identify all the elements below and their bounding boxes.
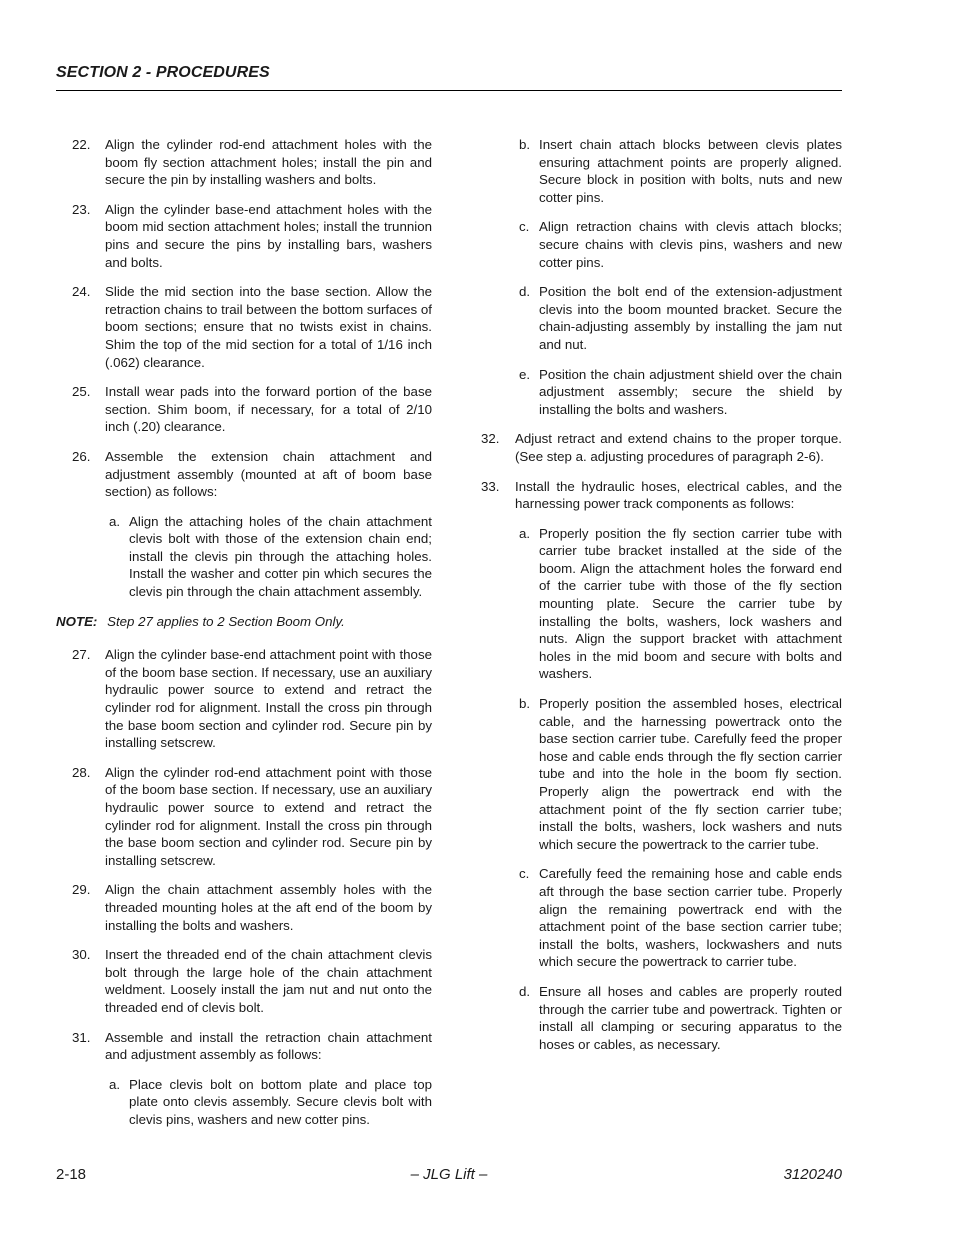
- left-column: [56, 136, 432, 1141]
- step-number: 24.: [72, 284, 91, 300]
- substep-31c: [480, 218, 842, 271]
- step-text: Align the cylinder rod-end attachment holes with the boom fly section attachment holes; install the pin and secure the pin by installing washers and bolts.: [105, 137, 432, 188]
- step-text: Assemble and install the retraction chain attachment and adjustment assembly as follows:: [105, 1029, 432, 1063]
- step-number: 26.: [72, 448, 91, 464]
- step-text: Align the cylinder rod-end attachment point with those of the boom base section. If necessary, use an auxiliary hydraulic power source to extend and retract the cylinder rod for alignment. Install the cross pin through the base boom section and cylinder rod. Secure pin by installing setscrew.: [105, 764, 432, 868]
- substep-31e: [480, 366, 842, 419]
- substep-letter: c.: [519, 866, 530, 882]
- substep-text: Carefully feed the remaining hose and cable ends aft through the base section carrier tube. Properly align the remaining powertrack end with the attachment point of the base section carrier tube; install the bolts, washers, lockwashers and nuts which secure the powertrack to carrier tube.: [539, 866, 842, 970]
- substep-33c: [480, 865, 842, 971]
- step-number: 25.: [72, 384, 91, 400]
- substep-letter: a.: [109, 1076, 121, 1092]
- step-number: 29.: [72, 882, 91, 898]
- substep-letter: a.: [109, 513, 121, 529]
- step-text: Slide the mid section into the base section. Allow the retraction chains to trail between the bottom surfaces of boom sections; ensure that no twists exist in chains. Shim the top of the mid section for a total of 1/16 inch (.062) clearance.: [105, 284, 432, 370]
- step-number: 31.: [72, 1029, 91, 1045]
- step-number: 22.: [72, 137, 91, 152]
- step-24: [56, 283, 432, 371]
- section-title: SECTION 2 - PROCEDURES: [56, 64, 270, 81]
- document-number: 3120240: [783, 1166, 842, 1183]
- step-number: 23.: [72, 201, 91, 217]
- step-31: [56, 1029, 432, 1064]
- step-text: Align the cylinder base-end attachment holes with the boom mid section attachment holes; install the trunnion pins and secure the pins by installing bars, washers and bolts.: [105, 201, 432, 270]
- step-26: [56, 448, 432, 501]
- step-text: Insert the threaded end of the chain attachment clevis bolt through the large hole of the chain attachment weldment. Loosely install the jam nut and nut onto the threaded end of clevis bolt.: [105, 947, 432, 1015]
- page-footer: [56, 1166, 842, 1188]
- substep-26a: [56, 513, 432, 601]
- substep-31a: [56, 1076, 432, 1129]
- substep-letter: a.: [519, 525, 531, 541]
- step-23: [56, 201, 432, 271]
- substep-33a: [480, 525, 842, 683]
- substep-text: Position the bolt end of the extension-adjustment clevis into the boom mounted bracket. Secure the chain-adjusting assembly by installing the jam nut and nut.: [539, 284, 842, 352]
- step-text: Install the hydraulic hoses, electrical cables, and the harnessing power track components as follows:: [515, 478, 842, 512]
- step-28: [56, 764, 432, 870]
- substep-letter: d.: [519, 284, 531, 300]
- step-25: [56, 383, 432, 436]
- substep-text: Properly position the fly section carrier tube with carrier tube bracket installed at the side of the boom. Align the attachment holes the forward end of the carrier tube with those of the fly section mounting plate. Secure the carrier tube by installing the bolts, washers, lock washers and nuts. Align the support bracket with attachment holes in the mid boom and secure with bolts and washers.: [539, 525, 842, 682]
- right-column: [480, 136, 842, 1065]
- step-number: 32.: [481, 431, 500, 447]
- step-22: [56, 136, 432, 189]
- step-text: Install wear pads into the forward portion of the base section. Shim boom, if necessary, for a total of 2/10 inch (.20) clearance.: [105, 384, 432, 435]
- step-30: [56, 946, 432, 1016]
- substep-text: Place clevis bolt on bottom plate and place top plate onto clevis assembly. Secure clevis bolt with clevis pins, washers and new cotter pins.: [129, 1076, 432, 1127]
- substep-33d: [480, 983, 842, 1053]
- substep-text: Align the attaching holes of the chain attachment clevis bolt with those of the extension chain end; install the clevis pin through the attaching holes. Install the washer and cotter pin which secures the clevis pin through the chain attachment assembly.: [129, 513, 432, 600]
- step-number: 30.: [72, 947, 91, 963]
- step-27: [56, 646, 432, 752]
- substep-31d: [480, 283, 842, 353]
- substep-text: Ensure all hoses and cables are properly routed through the carrier tube and powertrack. Tighten or install all clamping or securing apparatus to the hoses or cables, as necessary.: [539, 983, 842, 1052]
- substep-text: Position the chain adjustment shield over the chain adjustment assembly; secure the shield by installing the bolts and washers.: [539, 366, 842, 417]
- note-text: Step 27 applies to 2 Section Boom Only.: [107, 613, 345, 629]
- substep-letter: c.: [519, 219, 530, 235]
- page-header: [56, 64, 842, 91]
- substep-33b: [480, 695, 842, 853]
- step-number: 27.: [72, 647, 91, 663]
- step-32: [480, 430, 842, 465]
- footer-publisher: – JLG Lift –: [410, 1166, 488, 1183]
- page-number: 2-18: [56, 1166, 87, 1183]
- substep-text: Properly position the assembled hoses, electrical cable, and the harnessing powertrack onto the base section carrier tube. Carefully feed the proper hose and cable ends through the fly section carrier tube and into the hole in the boom fly section. Properly align the powertrack end with the attachment point of the fly section carrier tube; install the bolts, washers, lock washers and nuts which secure the powertrack to the carrier tube.: [539, 696, 842, 852]
- note: [56, 613, 432, 631]
- step-number: 28.: [72, 764, 91, 780]
- substep-31b: [480, 136, 842, 206]
- step-33: [480, 478, 842, 513]
- substep-letter: e.: [519, 366, 531, 382]
- step-29: [56, 881, 432, 934]
- substep-letter: b.: [519, 696, 531, 712]
- substep-text: Insert chain attach blocks between clevis plates ensuring attachment points are properly aligned. Secure block in position with bolts, nuts and new cotter pins.: [539, 137, 842, 205]
- note-label: NOTE:: [56, 613, 98, 629]
- step-text: Align the chain attachment assembly holes with the threaded mounting holes at the aft end of the boom by installing the bolts and washers.: [105, 882, 432, 933]
- step-number: 33.: [481, 478, 500, 494]
- step-text: Assemble the extension chain attachment and adjustment assembly (mounted at aft of boom base section) as follows:: [105, 448, 432, 500]
- substep-text: Align retraction chains with clevis attach blocks; secure chains with clevis pins, washers and new cotter pins.: [539, 219, 842, 270]
- step-text: Adjust retract and extend chains to the proper torque. (See step a. adjusting procedures of paragraph 2-6).: [515, 431, 842, 464]
- step-text: Align the cylinder base-end attachment point with those of the boom base section. If necessary, use an auxiliary hydraulic power source to extend and retract the cylinder rod for alignment. Install the cross pin through the base boom section and cylinder rod. Secure pin by installing setscrew.: [105, 647, 432, 751]
- substep-letter: d.: [519, 983, 531, 999]
- substep-letter: b.: [519, 137, 531, 152]
